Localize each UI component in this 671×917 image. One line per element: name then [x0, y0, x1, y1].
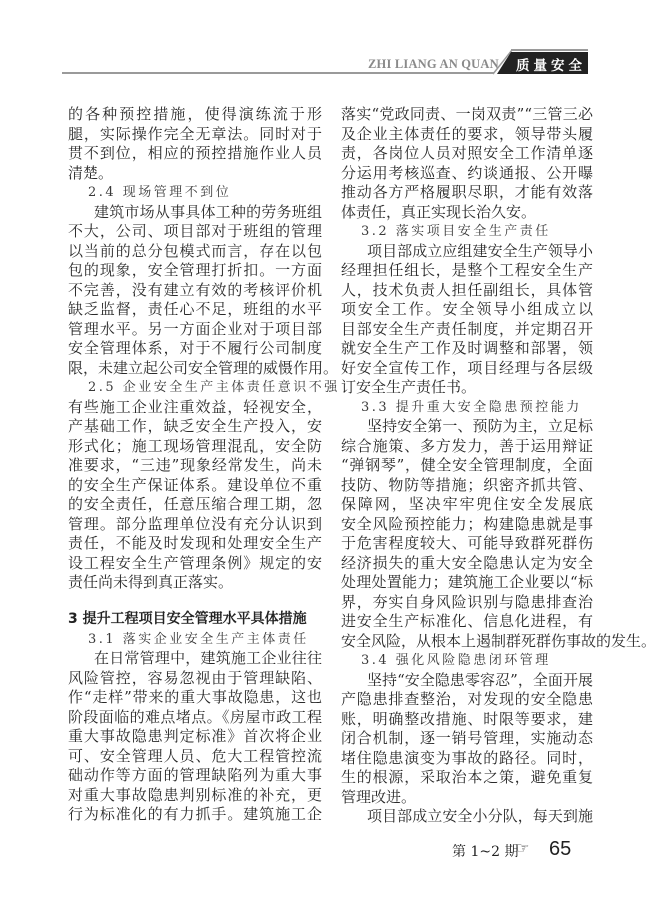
text-line: 限，未建立起公司安全管理的威慑作用。 [68, 358, 339, 377]
text-line: 项目部成立安全小分队，每天到施 [367, 807, 593, 825]
text-line: 对重大事故隐患判别标准的补充，更 [68, 785, 322, 804]
text-line: 好安全宣传工作，项目经理与各层级 [341, 358, 593, 377]
text-line: 目部安全生产责任制度，并定期召开 [341, 319, 593, 338]
text-line: 在日常管理中，建筑施工企业往往 [94, 649, 322, 667]
text-line: 处理处置能力；建筑施工企业要以“标 [341, 573, 593, 591]
text-line: 落实“党政同责、一岗双责”“三管三必 [341, 105, 593, 123]
text-line: 阶段面临的难点堵点。《房屋市政工程 [68, 707, 322, 726]
text-line: 的各种预控措施，使得演练流于形 [68, 105, 322, 123]
text-line: 贯不到位，相应的预控措施作业人员 [68, 144, 322, 162]
text-line: 进安全生产标准化、信息化进程，有 [341, 612, 593, 630]
text-line: 管理水平。另一方面企业对于项目部 [68, 319, 322, 338]
text-line: 缺乏监督，责任心不足，班组的水平 [68, 300, 322, 318]
subsection-heading: 3.1 落实企业安全生产主体责任 [88, 631, 309, 647]
subsection-heading: 3.2 落实项目安全生产责任 [361, 224, 551, 239]
header-latin-title: ZHI LIANG AN QUAN [368, 57, 499, 71]
paragraph [341, 671, 593, 808]
left-column [68, 105, 340, 825]
text-line: 推动各方严格履职尽职，才能有效落 [341, 183, 593, 201]
text-line: 安全管理体系，对于不履行公司制度 [68, 339, 322, 357]
subsection-heading: 3.3 提升重大安全隐患预控能力 [361, 399, 582, 415]
header-rule [62, 72, 494, 74]
paragraph [341, 417, 657, 651]
text-line: 及企业主体责任的要求，领导带头履 [341, 124, 593, 143]
text-line: 闭合机制，逐一销号管理，实施动态 [341, 729, 593, 747]
section-badge-label: 质量安全 [516, 58, 586, 74]
text-line: 的安全责任，任意压缩合理工期，忽 [68, 495, 322, 513]
text-line: 体责任，真正实现长治久安。 [341, 202, 537, 221]
text-line: 重大事故隐患判定标准》首次将企业 [68, 727, 322, 745]
text-line: 项目部成立应组建安全生产领导小 [367, 241, 593, 260]
text-line: 安全风险，从根本上遏制群死群伤事故的发生。 [341, 631, 657, 650]
text-line: 责，各岗位人员对照安全工作清单逐 [341, 144, 593, 162]
page-number: 65 [549, 838, 572, 860]
text-line: 安全风险预控能力；构建隐患就是事 [341, 514, 593, 533]
text-line: 有些施工企业注重效益，轻视安全， [68, 397, 322, 416]
text-line: 坚持“安全隐患零容忍”，全面开展 [367, 670, 593, 689]
text-line: 经理担任组长，是整个工程安全生产 [341, 261, 593, 279]
text-line: 堵住隐患演变为事故的路径。同时， [341, 748, 593, 767]
text-line: 技防、物防等措施；织密齐抓共管、 [341, 475, 593, 494]
text-line: 项安全工作。安全领导小组成立以 [341, 300, 593, 318]
text-line: 界，夯实自身风险识别与隐患排查治 [341, 592, 593, 611]
text-line: 分运用考核巡查、约谈通报、公开曝 [341, 163, 593, 182]
text-line: 以当前的总分包模式而言，存在以包 [68, 241, 322, 260]
text-line: 责任尚未得到真正落实。 [68, 573, 234, 591]
header-badge-topline [511, 49, 588, 51]
text-line: 综合施策、多方发力，善于运用辩证 [341, 436, 593, 455]
text-line: 准要求，“三违”现象经常发生，尚未 [68, 456, 322, 474]
text-line: 生的根源，采取治本之策，避免重复 [341, 768, 593, 786]
text-line: 设工程安全生产管理条例》规定的安 [68, 553, 322, 572]
text-line: 形式化；施工现场管理混乱，安全防 [68, 436, 322, 455]
paragraph [341, 807, 593, 827]
issue-label: 第 1~2 期 [452, 844, 519, 860]
text-line: 管理改进。 [341, 787, 417, 806]
text-line: 可、安全管理人员、危大工程管控流 [68, 746, 322, 765]
text-line: 经济损失的重大安全隐患认定为安全 [341, 553, 593, 572]
text-line: 责任，不能及时发现和处理安全生产 [68, 534, 322, 552]
text-line: 不大，公司、项目部对于班组的管理 [68, 222, 322, 240]
section-heading: 3 提升工程项目安全管理水平具体措施 [68, 611, 307, 627]
text-line: 行为标准化的有力抓手。建筑施工企 [68, 805, 322, 823]
text-line: 包的现象，安全管理打折扣。一方面 [68, 261, 322, 279]
text-line: 清楚。 [68, 163, 114, 182]
subsection-heading: 2.5 企业安全生产主体责任意识不强 [88, 380, 340, 395]
paragraph [68, 105, 322, 183]
paragraph [341, 242, 593, 398]
text-line: 人，技术负责人担任副组长，具体管 [341, 280, 593, 299]
text-line: 管理。部分监理单位没有充分认识到 [68, 514, 322, 533]
text-line: 坚持安全第一、预防为主，立足标 [367, 417, 593, 435]
paragraph [68, 398, 322, 593]
paragraph [68, 202, 339, 379]
text-line: 的安全生产保证体系。建设单位不重 [68, 475, 322, 494]
text-line: 腿，实际操作完全无章法。同时对于 [68, 124, 322, 143]
text-line: 于危害程度较大、可能导致群死群伤 [341, 534, 593, 552]
text-line: “弹钢琴”，健全安全管理制度，全面 [341, 456, 593, 474]
text-line: 账，明确整改措施、时限等要求，建 [341, 709, 593, 728]
subsection-heading: 2.4 现场管理不到位 [88, 185, 232, 200]
text-line: 不完善，没有建立有效的考核评价机 [68, 280, 322, 299]
pointing-hand-icon: ☞ [516, 839, 530, 857]
right-column [341, 105, 657, 827]
paragraph [341, 105, 593, 222]
text-line: 础动作等方面的管理缺陷列为重大事 [68, 766, 322, 784]
text-line: 作“走样”带来的重大事故隐患，这也 [68, 688, 322, 706]
text-line: 产隐患排查整治，对发现的安全隐患 [341, 690, 593, 708]
text-line: 风险管控，容易忽视由于管理缺陷、 [68, 668, 322, 687]
text-line: 订安全生产责任书。 [341, 378, 477, 396]
text-line: 产基础工作，缺乏安全生产投入，安 [68, 417, 322, 435]
subsection-heading: 3.4 强化风险隐患闭环管理 [361, 653, 551, 668]
text-line: 保障网，坚决牢牢兜住安全发展底 [341, 495, 593, 513]
text-line: 就安全生产工作及时调整和部署，领 [341, 339, 593, 357]
paragraph [68, 649, 322, 825]
text-line: 建筑市场从事具体工种的劳务班组 [94, 202, 322, 221]
